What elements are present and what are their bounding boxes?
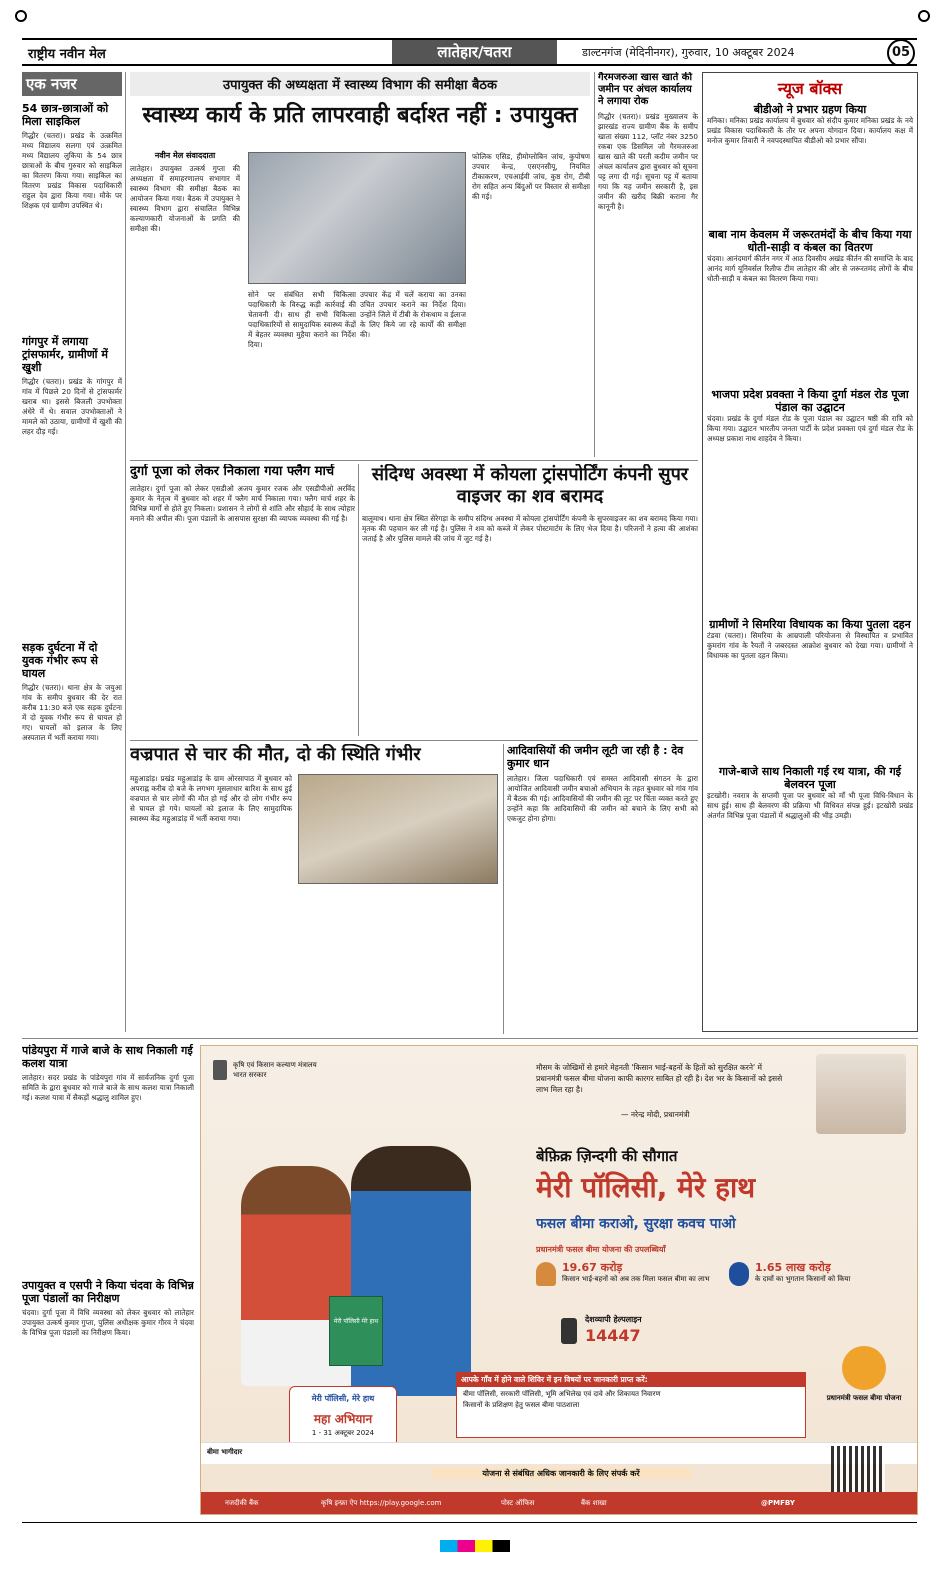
durga-story bbox=[130, 464, 355, 736]
right-top-story bbox=[598, 72, 698, 457]
social-handle: @PMFBY bbox=[761, 1499, 795, 1507]
left-item-1-title: 54 छात्र-छात्राओं को मिला साइकिल bbox=[22, 102, 109, 128]
left-item-1-body: गिद्धौर (चतरा)। प्रखंड के उत्क्रमित मध्य विद्यालय सलगा एवं उत्क्रमित मध्य विद्यालय लुकिया के 54 छात्र छात्राओं के बीच गुरुवार को साइकिल का वितरण किया गया। साइकिल का वितरण प्रखंड विकास पदाधिकारी राहुल देव द्वारा किया गया। मौके पर शिक्षक एवं ग्रामीण उपस्थित थे। bbox=[22, 131, 122, 210]
tribal-story bbox=[507, 744, 698, 1034]
news-item-3-body: चंदवा। प्रखंड के दुर्गा मंडल रोड के पूजा पंडाल का उद्घाटन षष्ठी की रात्रि को किया गया। उद्घाटन भारतीय जनता पार्टी के प्रदेश प्रवक्ता एवं दुर्गा मंडल रोड के अध्यक्ष प्रकाश नाथ शाहदेव ने किया। bbox=[707, 414, 913, 443]
news-item-5-body: इटखोरी। नवरात्र के सप्तमी पूजा पर बुधवार को माँ भी पूजा विधि-विधान के साथ हुई। साथ ही बेलवरण की प्रक्रिया भी विधिवत संपन्न हुई। इटखोरी प्रखंड अंतर्गत विभिन्न पूजा पंडालों में श्रद्धालुओं की भीड़ उमड़ी। bbox=[707, 791, 913, 820]
pmfby-advertisement bbox=[200, 1045, 918, 1515]
news-box bbox=[702, 72, 918, 1032]
bottom-item-1-title: पांडेयपुरा में गाजे बाजे के साथ निकाली गई कलश यात्रा bbox=[22, 1044, 193, 1070]
lightning-story bbox=[130, 744, 500, 1034]
bottom-left-column bbox=[22, 1044, 194, 1514]
ad-subtitle: फसल बीमा कराओ, सुरक्षा कवच पाओ bbox=[536, 1216, 736, 1232]
helpline-number: 14447 bbox=[585, 1326, 641, 1345]
coal-story bbox=[362, 464, 698, 736]
paper-name: राष्ट्रीय नवीन मेल bbox=[28, 47, 106, 62]
achievements-label: प्रधानमंत्री फसल बीमा योजना की उपलब्धियाँ bbox=[536, 1245, 666, 1254]
news-item-2-body: चंदवा। आनंदमार्ग कीर्तन नगर में आठ दिवसीय अखंड कीर्तन की समाप्ति के बाद आनंद मार्ग यूनिवर्सल रिलीफ टीम लातेहार की ओर से जरूरतमंद लोगों के बीच धोती-साड़ी व कंबल का वितरण किया गया। bbox=[707, 254, 913, 283]
lightning-body: महुआडांड़। प्रखंड महुआडांड़ के ग्राम ओरसापाठ में बुधवार को अपराह्न करीब दो बजे के लगभग मूसलाधार बारिश के साथ हुई वज्रपात से चार लोगों की मौत हो गई और दो लोग गंभीर रूप से घायल हो गये। घायलों को इलाज के लिए सामुदायिक स्वास्थ्य केंद्र महुआडांड़ में भर्ती कराया गया। bbox=[130, 774, 292, 823]
right-top-body: गिद्धौर (चतरा)। प्रखंड मुख्यालय के झारखंड राज्य ग्रामीण बैंक के समीप खाता संख्या 112, प्लॉट नंबर 3250 रकबा एक डिसमिल जो गैरमजरुआ खास खाते की परती कदीम जमीन पर अंचल कार्यालय द्वारा बुधवार को सूचना पट्ट लगा दी गई। सूचना पट्ट में बताया गया कि यह जमीन सरकारी है, इस जमीन की खरीद बिक्री कराना गैर कानूनी है। bbox=[598, 112, 698, 211]
lightning-headline: वज्रपात से चार की मौत, दो की स्थिति गंभीर bbox=[130, 744, 421, 765]
footer-item-4: बैंक शाखा bbox=[581, 1499, 607, 1507]
page-header bbox=[22, 38, 917, 66]
lead-body-2: सोने पर संबंधित सभी चिकित्सा पदाधिकारी के विरुद्ध कड़ी कार्रवाई की चेतावनी दी। साथ ही सभी चिकित्सा पदाधिकारियों से सामुदायिक स्वास्थ्य केंद्रों में बेहतर व्यवस्था मुहैया कराने का निर्देश दिया। bbox=[248, 290, 356, 349]
scheme-logo-text: प्रधानमंत्री फसल बीमा योजना bbox=[826, 1394, 902, 1402]
footer-item-2: कृषि इन्फ्रा ऐप https://play.google.com bbox=[321, 1499, 442, 1507]
camp-item-2: किसानों के प्रशिक्षण हेतु फसल बीमा पाठशाला bbox=[463, 1401, 580, 1409]
stat-2-text: के दावों का भुगतान किसानों को किया bbox=[755, 1275, 851, 1283]
stat-1 bbox=[536, 1258, 721, 1308]
left-item-1 bbox=[22, 102, 122, 331]
stat-1-text: किसान भाई-बहनों को अब तक मिला फसल बीमा का लाभ bbox=[562, 1275, 710, 1283]
coal-body: बालूमाथ। थाना क्षेत्र स्थित सेरेगड़ा के समीप संदिग्ध अवस्था में कोयला ट्रांसपोर्टिंग कंपनी के सुपरवाइजर का शव बरामद किया गया। मृतक की पहचान कर ली गई है। पुलिस ने शव को कब्जे में लेकर पोस्टमार्टम के लिए भेज दिया है। परिजनों ने हत्या की आशंका जताई है और पुलिस मामले की जांच में जुट गई है। bbox=[362, 514, 698, 543]
section-tag: लातेहार/चतरा bbox=[392, 40, 557, 64]
durga-headline: दुर्गा पूजा को लेकर निकाला गया फ्लैग मार्च bbox=[130, 464, 335, 479]
pm-portrait bbox=[816, 1054, 906, 1134]
camp-item-1: बीमा पॉलिसी, सरकारी पॉलिसी, भूमि अभिलेख एवं दावे और शिकायत निवारण bbox=[463, 1390, 661, 1398]
policy-booklet bbox=[329, 1296, 383, 1366]
lead-kicker: उपायुक्त की अध्यक्षता में स्वास्थ्य विभाग की समीक्षा बैठक bbox=[130, 72, 590, 96]
ad-tagline: बेफ़िक्र ज़िन्दगी की सौगात bbox=[536, 1147, 678, 1165]
news-box-label: न्यूज बॉक्स bbox=[777, 79, 843, 98]
money-bag-icon bbox=[729, 1262, 749, 1286]
news-item-5-title: गाजे-बाजे साथ निकाली गई रथ यात्रा, की गई बेलवरन पूजा bbox=[718, 765, 902, 791]
news-item-1-title: बीडीओ ने प्रभार ग्रहण किया bbox=[753, 103, 867, 116]
phone-icon bbox=[561, 1318, 577, 1344]
left-item-2-body: गिद्धौर (चतरा)। प्रखंड के गांगपुर में गांव में पिछले 20 दिनों से ट्रांसफार्मर खराब था। इससे बिजली उपभोक्ता अंधेरे में थे। सवाल उपभोक्ताओं ने मामले को उठाया, ग्रामीणों में खुशी की लहर दौड़ गई। bbox=[22, 377, 122, 436]
helpline bbox=[561, 1314, 761, 1350]
lead-body-3: उपचार केंद्र में चलें कराया का उनका उचित उपचार कराने का निर्देश दिया। उन्होंने जिले में टीबी के रोकथाम व ईलाज के लिए किये जा रहे कार्यों की समीक्षा की। bbox=[360, 290, 466, 339]
dateline: डाल्टनगंज (मेदिनीनगर), गुरुवार, 10 अक्टूबर 2024 bbox=[582, 46, 795, 59]
booklet-text: मेरी पॉलिसी मेरे हाथ bbox=[333, 1318, 379, 1325]
lightning-photo bbox=[298, 774, 498, 884]
news-item-2-title: बाबा नाम केवलम में जरूरतमंदों के बीच किया गया धोती-साड़ी व कंबल का वितरण bbox=[708, 228, 912, 254]
insurers-strip bbox=[201, 1442, 918, 1464]
color-calibration-bar bbox=[22, 1522, 917, 1532]
campaign-name: महा अभियान bbox=[313, 1412, 373, 1426]
left-item-2-title: गांगपुर में लगाया ट्रांसफार्मर, ग्रामीणों में खुशी bbox=[22, 335, 108, 374]
insurers-label: बीमा भागीदार bbox=[207, 1448, 243, 1456]
pm-quote: मौसम के जोखिमों से हमारे मेहनती 'किसान भाई-बहनों के हितों को सुरक्षित करने' में प्रधानमंत्री फसल बीमा योजना काफी कारगर साबित हो रही है। देश भर के किसानों को इससे लाभ मिल रहा है। bbox=[536, 1063, 783, 1094]
cmyk-swatches bbox=[440, 1540, 510, 1552]
footer-note: योजना से संबंधित अधिक जानकारी के लिए संपर्क करें bbox=[431, 1468, 691, 1479]
camp-info-title: आपके गाँव में होने वाले शिविर में इन विषयों पर जानकारी प्राप्त करें: bbox=[457, 1373, 805, 1387]
campaign-dates: 1 - 31 अक्टूबर 2024 bbox=[311, 1429, 375, 1437]
lead-byline: नवीन मेल संवाददाता bbox=[154, 151, 216, 160]
ad-title: मेरी पॉलिसी, मेरे हाथ bbox=[536, 1171, 756, 1204]
news-item-4-body: टंडवा (चतरा)। सिमरिया के आम्रपाली परियोजना से विस्थापित व प्रभावित कुमरांग गांव के रैयतों ने जबरदस्त आक्रोश बुधवार को देखा गया। ग्रामीणों ने विधायक का पुतला दहन किया। bbox=[707, 631, 913, 660]
news-item-3-title: भाजपा प्रदेश प्रवक्ता ने किया दुर्गा मंडल रोड पूजा पंडाल का उद्घाटन bbox=[711, 388, 909, 414]
news-item-4-title: ग्रामीणों ने सिमरिया विधायक का किया पुतला दहन bbox=[709, 618, 911, 631]
bottom-item-1-body: लातेहार। सदर प्रखंड के पांडेयपुरा गांव में सार्वजनिक दुर्गा पूजा समिति के द्वारा बुधवार को गाजे बाजे के साथ कलश यात्रा निकाली गई। कलश यात्रा में सैकड़ों श्रद्धालु शामिल हुए। bbox=[22, 1073, 194, 1102]
camp-info-box bbox=[456, 1372, 806, 1438]
left-item-3 bbox=[22, 641, 122, 1032]
bottom-item-2-title: उपायुक्त व एसपी ने किया चंदवा के विभिन्न पूजा पंडालों का निरीक्षण bbox=[22, 1279, 194, 1305]
ad-footer bbox=[201, 1492, 918, 1515]
left-item-2 bbox=[22, 335, 122, 637]
stat-2 bbox=[729, 1258, 909, 1308]
ek-nazar-label: एक नजर bbox=[22, 72, 122, 96]
tribal-body: लातेहार। जिला पदाधिकारी एवं समस्त आदिवासी संगठन के द्वारा आयोजित आदिवासी जमीन बचाओ अभियान के तहत बुधवार को गांव गांव में बैठक की गई। आदिवासियों की जमीन की लूट पर चिंता व्यक्त करते हुए उन्होंने कहा कि आदिवासियों की जमीन को बचाने के लिए सभी को एकजुट होना होगा। bbox=[507, 774, 698, 823]
scheme-logo bbox=[821, 1346, 907, 1426]
meeting-photo bbox=[248, 152, 466, 284]
ministry-emblem-icon bbox=[213, 1060, 227, 1080]
campaign-badge-text: मेरी पॉलिसी, मेरे हाथ bbox=[311, 1394, 375, 1403]
right-top-headline: गैरमजरुआ खास खाते की जमीन पर अंचल कार्यालय ने लगाया रोक bbox=[598, 72, 693, 107]
lead-headline: स्वास्थ्य कार्य के प्रति लापरवाही बर्दाश्त नहीं : उपायुक्त bbox=[142, 103, 578, 128]
left-item-3-title: सड़क दुर्घटना में दो युवक गंभीर रूप से घायल bbox=[22, 641, 98, 680]
ministry-name: कृषि एवं किसान कल्याण मंत्रालय भारत सरकार bbox=[233, 1061, 317, 1079]
page-number: 05 bbox=[887, 39, 915, 66]
helpline-label: देशव्यापी हेल्पलाइन bbox=[585, 1315, 642, 1324]
left-item-3-body: गिद्धौर (चतरा)। थाना क्षेत्र के जयुआ गांव के समीप बुधवार की देर रात करीब 11:30 बजे एक सड़क दुर्घटना में दो युवक गंभीर रूप से घायल हो गए। घायलों को इलाज के लिए अस्पताल में भर्ती कराया गया। bbox=[22, 683, 122, 742]
pm-quote-author: — नरेन्द्र मोदी, प्रधानमंत्री bbox=[621, 1110, 690, 1119]
tribal-headline: आदिवासियों की जमीन लूटी जा रही है : देव कुमार धान bbox=[507, 744, 684, 770]
footer-item-3: पोस्ट ऑफिस bbox=[501, 1499, 535, 1507]
stat-1-value: 19.67 करोड़ bbox=[562, 1261, 623, 1274]
coal-headline: संदिग्ध अवस्था में कोयला ट्रांसपोर्टिंग कंपनी सुपर वाइजर का शव बरामद bbox=[371, 464, 689, 507]
stat-2-value: 1.65 लाख करोड़ bbox=[755, 1261, 831, 1274]
footer-item-1: नजदीकी बैंक bbox=[225, 1499, 259, 1507]
lead-body-4: फोलिक एसिड, हीमोग्लोबिन जांच, कुपोषण उपचार केन्द्र, एसएनसीयू, नियमित टीकाकरण, एचआईवी जांच, कुष्ठ रोग, टीबी रोग सहित अन्य बिंदुओं पर विस्तार से समीक्षा की गई। bbox=[472, 152, 590, 201]
scheme-logo-icon bbox=[842, 1346, 886, 1390]
lead-story bbox=[130, 72, 590, 457]
left-column bbox=[22, 72, 122, 1032]
news-item-1-body: मनिका। मनिका प्रखंड कार्यालय में बुधवार को संदीप कुमार मनिका प्रखंड के नये प्रखंड विकास पदाधिकारी के तौर पर अपना योगदान दिया। कार्यालय कक्ष में मनोज कुमार तिवारी ने नवपदस्थापित बीडीओ को प्रभार सौंपा। bbox=[707, 116, 913, 145]
bottom-item-2-body: चंदवा। दुर्गा पूजा में विधि व्यवस्था को लेकर बुधवार को लातेहार उपायुक्त उत्कर्ष कुमार गुप्ता, पुलिस अधीक्षक कुमार गौरव ने चंदवा के विभिन्न पूजा पंडालों का निरीक्षण किया। bbox=[22, 1308, 194, 1337]
durga-body: लातेहार। दुर्गा पूजा को लेकर एसडीओ अजय कुमार रजक और एसडीपीओ अरविंद कुमार के नेतृत्व में बुधवार को शहर में फ्लैग मार्च निकाला गया। फ्लैग मार्च शहर के विभिन्न मार्गों से होते हुए निकला। प्रशासन ने लोगों से शांति और सौहार्द के साथ त्योहार मनाने की अपील की। पूजा पंडालों के आसपास सुरक्षा की व्यापक व्यवस्था की गई है। bbox=[130, 484, 355, 523]
lead-body-1: लातेहार। उपायुक्त उत्कर्ष गुप्ता की अध्यक्षता में समाहरणालय सभागार में स्वास्थ्य विभाग की समीक्षा बैठक का आयोजन किया गया। बैठक में उपायुक्त ने स्वास्थ्य विभाग द्वारा संचालित विभिन्न कल्याणकारी योजनाओं के प्रगति की समीक्षा की। bbox=[130, 164, 240, 233]
farmer-icon bbox=[536, 1262, 556, 1286]
